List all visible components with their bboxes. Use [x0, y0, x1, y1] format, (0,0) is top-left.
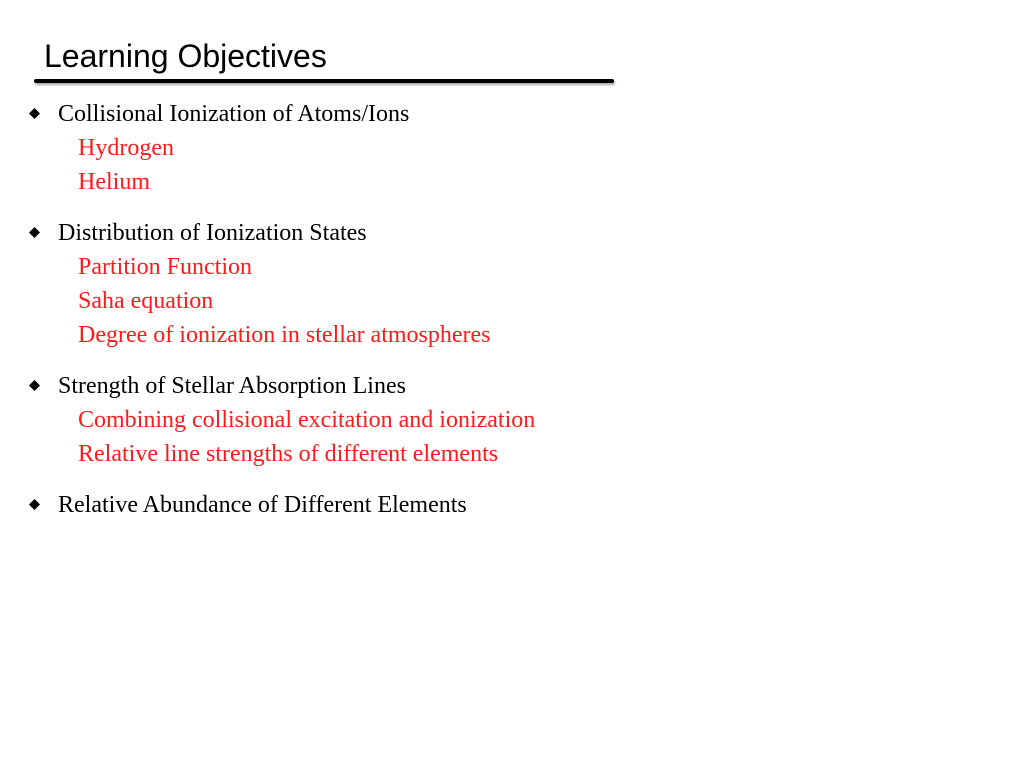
subtopic-item: Helium [78, 169, 150, 195]
slide-title: Learning Objectives [44, 38, 327, 74]
objective-label: Strength of Stellar Absorption Lines [58, 373, 406, 399]
subtopic-item: Saha equation [78, 288, 214, 314]
objective-item [0, 369, 1024, 471]
subtopic-item: Degree of ionization in stellar atmospheres [78, 322, 491, 348]
title-underline [34, 79, 614, 83]
objective-label: Distribution of Ionization States [58, 220, 367, 246]
diamond-bullet-icon [29, 227, 40, 238]
subtopic-item: Partition Function [78, 254, 252, 280]
subtopic-item: Combining collisional excitation and ionization [78, 407, 536, 433]
objective-item [0, 97, 1024, 199]
diamond-bullet-icon [29, 499, 40, 510]
objectives-list [0, 97, 1024, 539]
objective-label: Relative Abundance of Different Elements [58, 492, 467, 518]
objective-label: Collisional Ionization of Atoms/Ions [58, 101, 410, 127]
objective-item [0, 488, 1024, 522]
objective-item [0, 216, 1024, 352]
subtopic-item: Hydrogen [78, 135, 174, 161]
diamond-bullet-icon [29, 380, 40, 391]
subtopic-item: Relative line strengths of different elements [78, 441, 499, 467]
diamond-bullet-icon [29, 108, 40, 119]
